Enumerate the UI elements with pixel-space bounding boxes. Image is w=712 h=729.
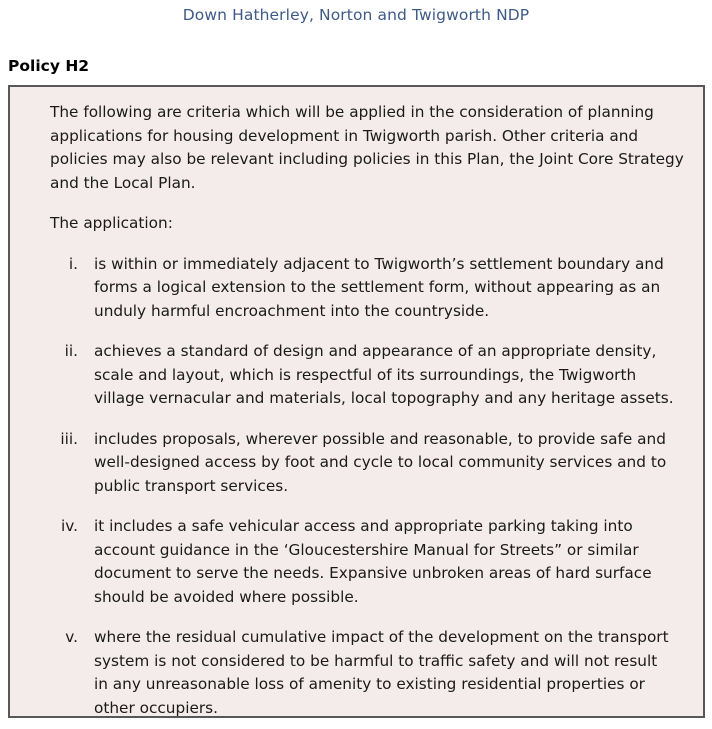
policy-criteria-list <box>50 253 687 719</box>
list-item-text: is within or immediately adjacent to Twigworth’s settlement boundary and forms a logical extension to the settlement form, without appearing as an unduly harmful encroachment into the countryside. <box>94 254 664 320</box>
list-item <box>50 626 687 718</box>
list-item-marker: ii. <box>64 342 78 360</box>
policy-box-content <box>10 87 703 718</box>
list-item-marker: v. <box>65 628 78 646</box>
document-running-header: Down Hatherley, Norton and Twigworth NDP <box>182 6 530 24</box>
list-item-marker: iv. <box>61 517 78 535</box>
list-item <box>50 515 687 609</box>
policy-application-lead-in: The application: <box>50 214 173 232</box>
list-item-marker: iii. <box>60 429 78 448</box>
list-item-text: where the residual cumulative impact of the development on the transport system is not considered to be harmful to traffic safety and will not result in any unreasonable loss of amenity to existing residential properties or other occupiers. <box>94 628 669 717</box>
list-item-text: achieves a standard of design and appearance of an appropriate density, scale and layout, which is respectful of its surroundings, the Twigworth village vernacular and materials, local topography and any heritage assets. <box>94 342 674 407</box>
list-item-text: it includes a safe vehicular access and appropriate parking taking into account guidance in the ‘Gloucestershire Manual for Streets” or similar document to serve the needs. Expansive unbroken areas of hard surface should be avoided where possible. <box>94 517 652 606</box>
policy-callout-box <box>8 85 705 718</box>
list-item-text: includes proposals, wherever possible and reasonable, to provide safe and well-designed access by foot and cycle to local community services and to public transport services. <box>94 429 667 495</box>
list-item-marker: i. <box>68 254 78 273</box>
list-item <box>50 340 687 411</box>
page-title: Policy H2 <box>8 57 90 75</box>
list-item <box>50 253 687 324</box>
policy-intro-paragraph: The following are criteria which will be applied in the consideration of planning applications for housing development in Twigworth parish. Other criteria and policies may also be relevant including policies in this Plan, the Joint Core Strategy and the Local Plan. <box>50 103 684 192</box>
list-item <box>50 428 687 499</box>
